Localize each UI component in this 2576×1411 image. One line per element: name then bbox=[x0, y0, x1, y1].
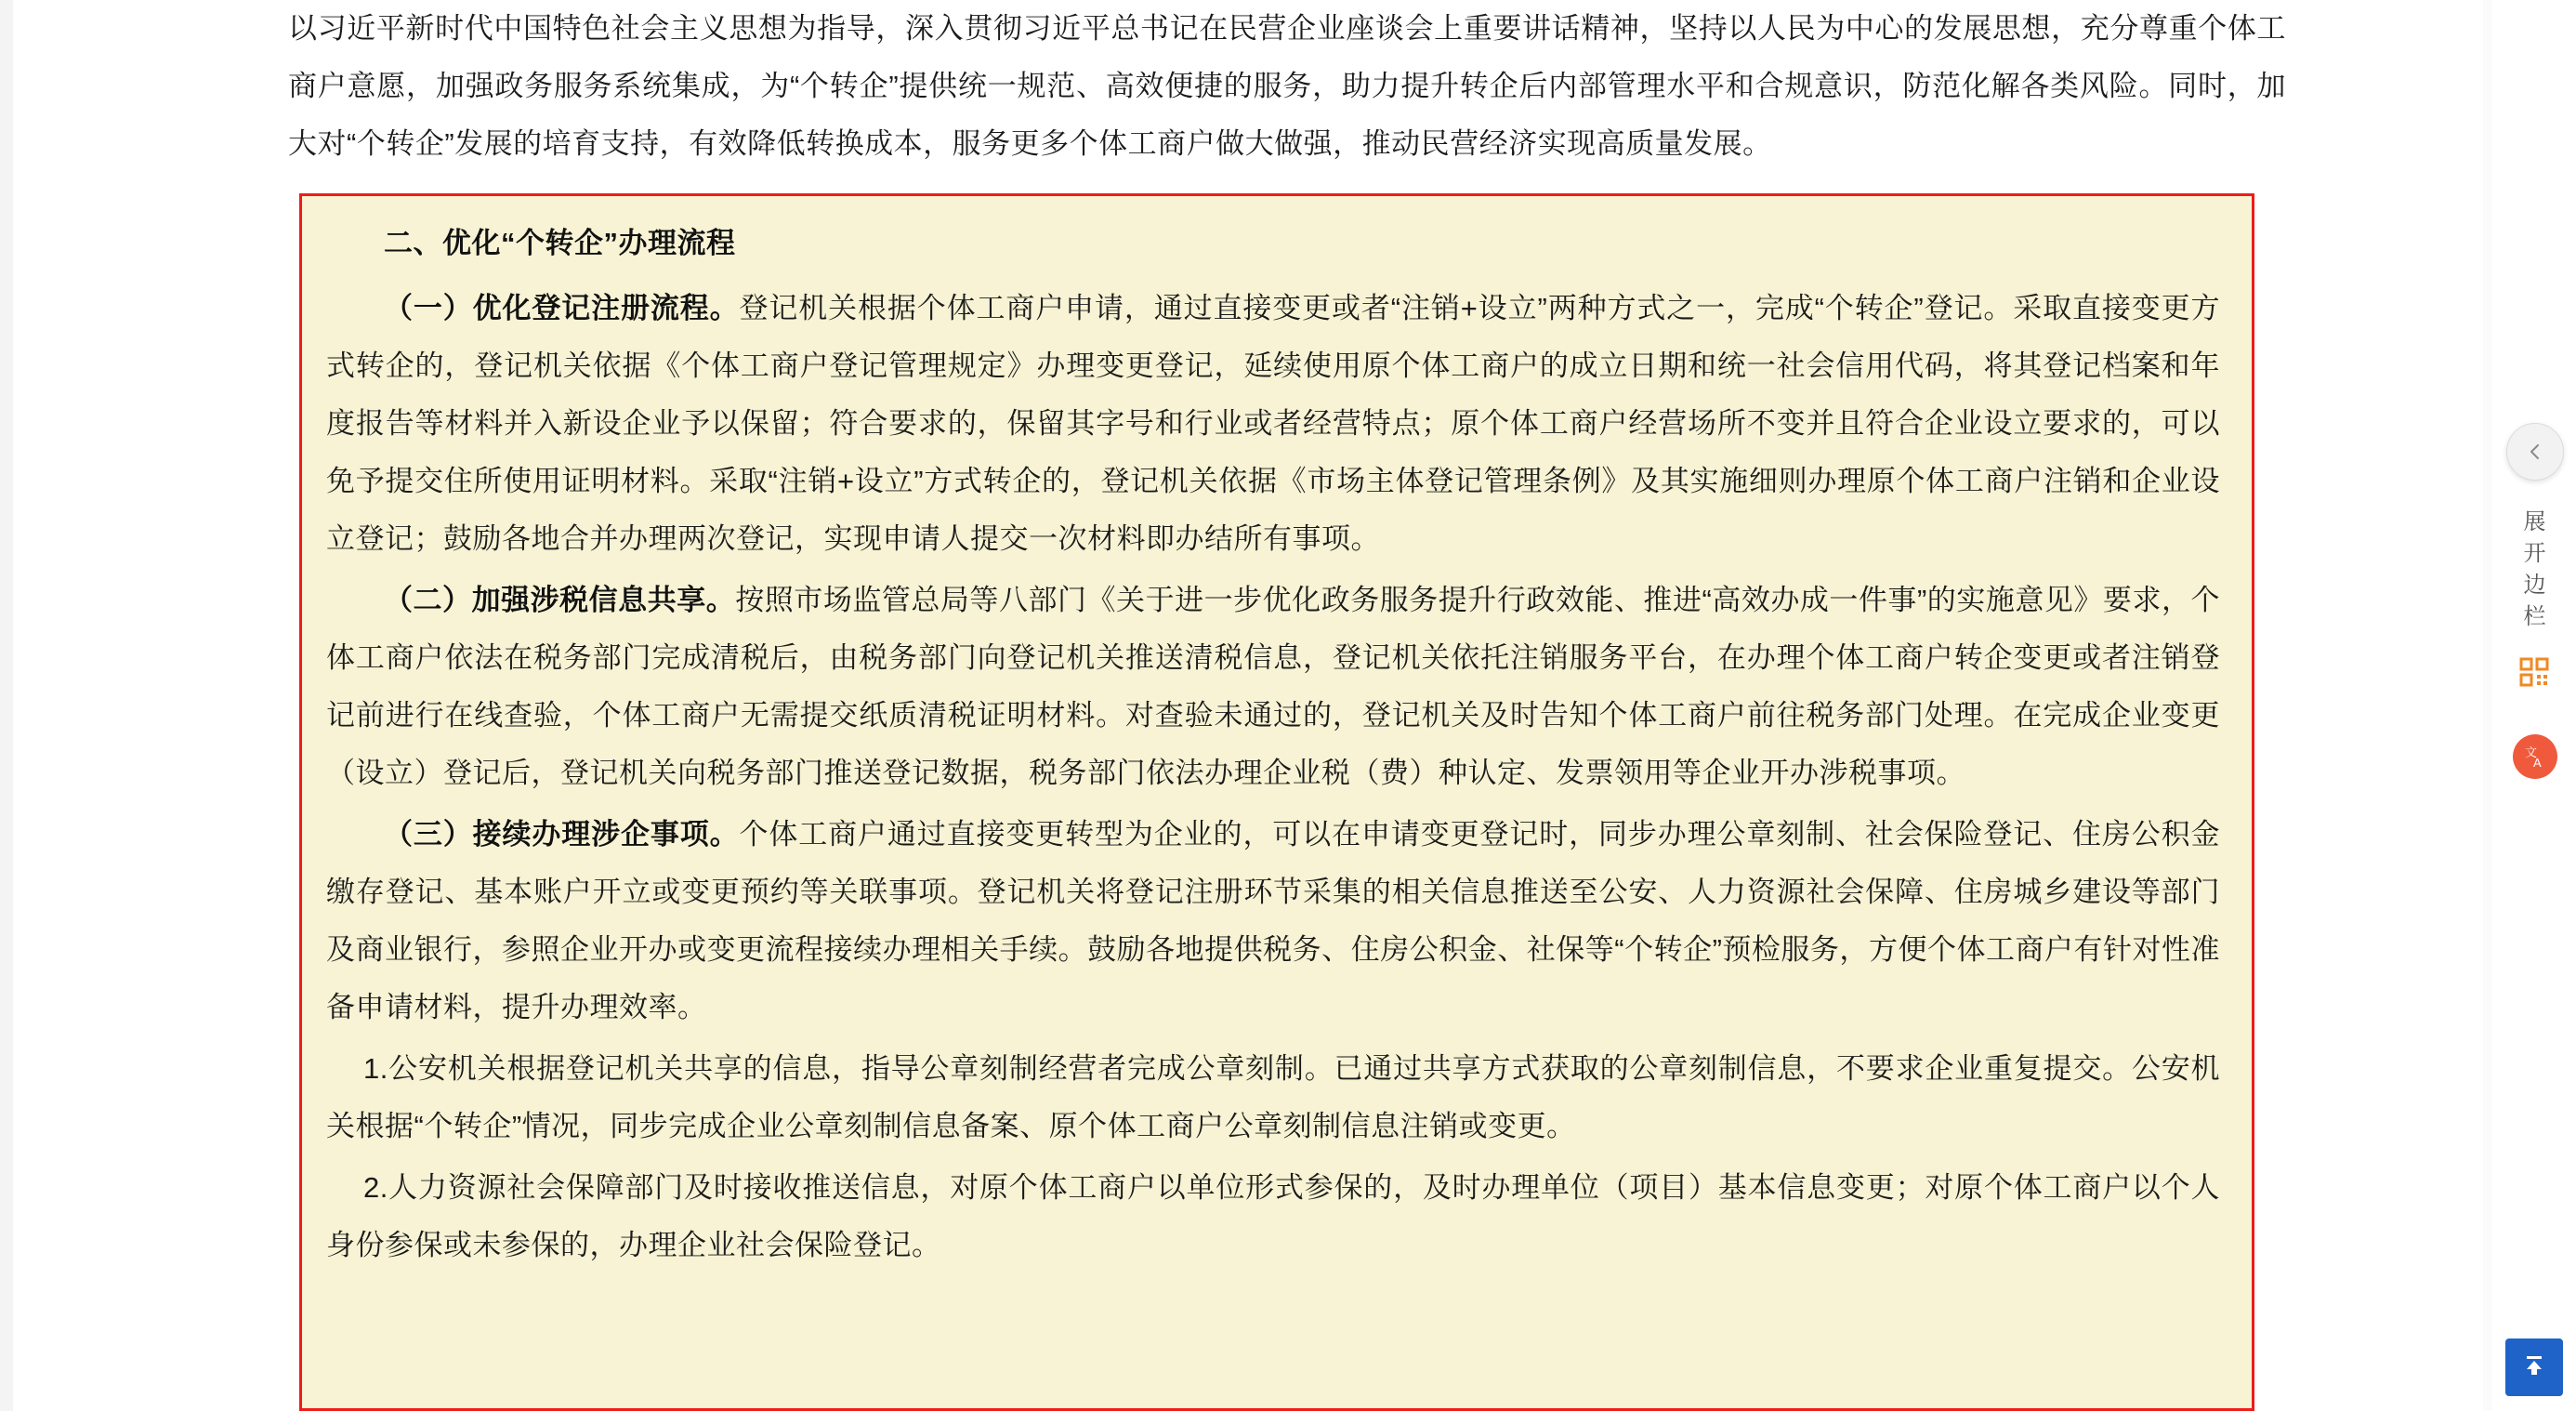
section-heading: 二、优化“个转企”办理流程 bbox=[384, 227, 736, 259]
svg-text:A: A bbox=[2533, 756, 2542, 770]
sidebar-collapse-toggle[interactable] bbox=[2506, 423, 2564, 481]
arrow-up-icon bbox=[2520, 1352, 2548, 1384]
side-rail bbox=[2492, 0, 2576, 1411]
page-left-edge bbox=[0, 0, 13, 1411]
chevron-left-icon bbox=[2525, 442, 2545, 462]
translate-icon[interactable] bbox=[2513, 734, 2557, 779]
page-right-edge bbox=[2483, 0, 2492, 1411]
qr-code-icon[interactable] bbox=[2513, 651, 2556, 693]
section-item-text: 个体工商户通过直接变更转型为企业的，可以在申请变更登记时，同步办理公章刻制、社会保险登记、住房公积金缴存登记、基本账户开立或变更预约等关联事项。登记机关将登记注册环节采集的相关信息推送至公安、人力资源社会保障、住房城乡建设等部门及商业银行，参照企业开办或变更流程接续办理相关手续。鼓励各地提供税务、住房公积金、社保等“个转企”预检服务，方便个体工商户有针对性准备申请材料，提升办理效率。 bbox=[326, 818, 2221, 1023]
svg-text:文: 文 bbox=[2525, 745, 2538, 759]
highlighted-section[interactable] bbox=[299, 193, 2254, 1411]
section-item-text: 登记机关根据个体工商户申请，通过直接变更或者“注销+设立”两种方式之一，完成“个转企”登记。采取直接变更方式转企的，登记机关依据《个体工商户登记管理规定》办理变更登记，延续使用原个体工商户的成立日期和统一社会信用代码，将其登记档案和年度报告等材料并入新设企业予以保留；符合要求的，保留其字号和行业或者经营特点；原个体工商户经营场所不变并且符合企业设立要求的，可以免予提交住所使用证明材料。采取“注销+设立”方式转企的，登记机关依据《市场主体登记管理条例》及其实施细则办理原个体工商户注销和企业设立登记；鼓励各地合并办理两次登记，实现申请人提交一次材料即办结所有事项。 bbox=[326, 292, 2220, 555]
section-item-label: （一）优化登记注册流程。 bbox=[384, 292, 740, 324]
intro-paragraph: 以习近平新时代中国特色社会主义思想为指导，深入贯彻习近平总书记在民营企业座谈会上重要讲话精神，坚持以人民为中心的发展思想，充分尊重个体工商户意愿，加强政务服务系统集成，为“个转企”提供统一规范、高效便捷的服务，助力提升转企后内部管理水平和合规意识，防范化解各类风险。同时，加大对“个转企”发展的培育支持，有效降低转换成本，服务更多个体工商户做大做强，推动民营经济实现高质量发展。 bbox=[288, 12, 2286, 160]
sidebar-expand-label[interactable]: 展开边栏 bbox=[2523, 509, 2547, 629]
section-sub-item: 1.公安机关根据登记机关共享的信息，指导公章刻制经营者完成公章刻制。已通过共享方式获取的公章刻制信息，不要求企业重复提交。公安机关根据“个转企”情况，同步完成企业公章刻制信息备案、原个体工商户公章刻制信息注销或变更。 bbox=[326, 1052, 2220, 1142]
back-to-top-button[interactable] bbox=[2505, 1338, 2563, 1396]
section-item bbox=[326, 280, 2220, 568]
section-item bbox=[326, 572, 2220, 802]
article-body bbox=[288, 0, 2286, 178]
section-item bbox=[326, 806, 2220, 1036]
section-item-label: （三）接续办理涉企事项。 bbox=[384, 818, 740, 851]
section-sub-item: 2.人力资源社会保障部门及时接收推送信息，对原个体工商户以单位形式参保的，及时办理单位（项目）基本信息变更；对原个体工商户以个人身份参保或未参保的，办理企业社会保险登记。 bbox=[326, 1171, 2220, 1261]
section-item-text: 按照市场监管总局等八部门《关于进一步优化政务服务提升行政效能、推进“高效办成一件事”的实施意见》要求，个体工商户依法在税务部门完成清税后，由税务部门向登记机关推送清税信息，登记机关依托注销服务平台，在办理个体工商户转企变更或者注销登记前进行在线查验，个体工商户无需提交纸质清税证明材料。对查验未通过的，登记机关及时告知个体工商户前往税务部门处理。在完成企业变更（设立）登记后，登记机关向税务部门推送登记数据，税务部门依法办理企业税（费）种认定、发票领用等企业开办涉税事项。 bbox=[326, 584, 2220, 789]
section-item-label: （二）加强涉税信息共享。 bbox=[384, 584, 736, 616]
